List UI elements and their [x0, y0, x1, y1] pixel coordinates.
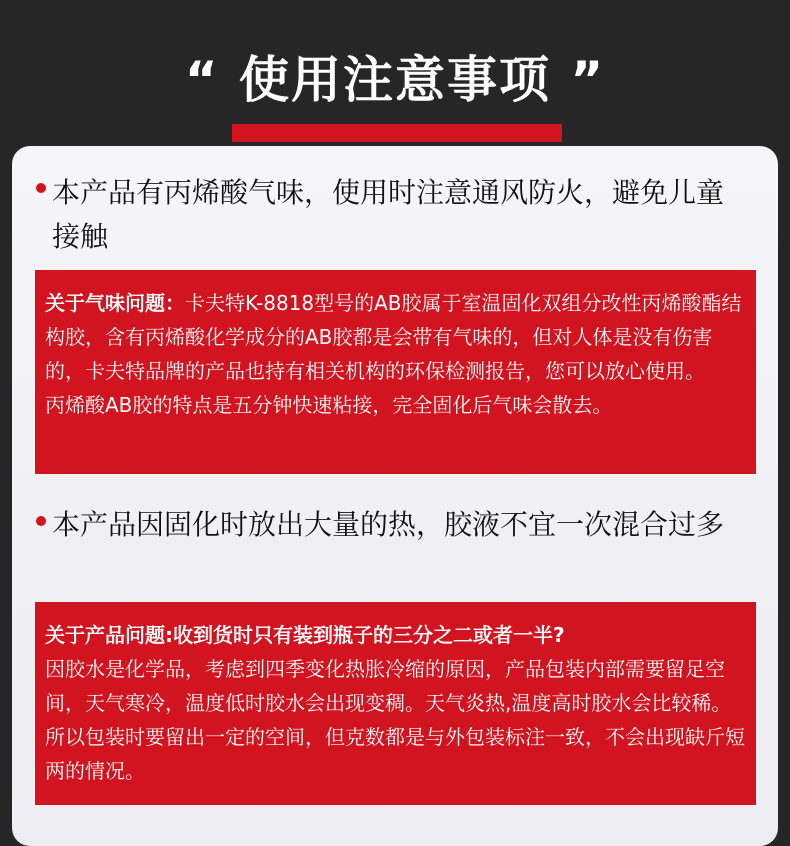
title-underline	[232, 124, 562, 142]
page-title	[179, 40, 612, 120]
bullet-dot	[36, 183, 46, 193]
info-box-2-headline: 关于产品问题:收到货时只有装到瓶子的三分之二或者一半?	[45, 623, 565, 647]
info-box-2	[35, 602, 756, 805]
page-title-wrap	[0, 40, 790, 120]
page-title-text: “ 使用注意事项 ”	[184, 51, 606, 109]
info-box-1-headline: 关于气味问题：	[45, 291, 185, 315]
info-box-1-paragraph-1	[45, 286, 746, 388]
info-box-1-paragraph-2: 丙烯酸AB胶的特点是五分钟快速粘接，完全固化后气味会散去。	[45, 393, 613, 417]
note-1: 本产品有丙烯酸气味，使用时注意通风防火，避免儿童接触	[52, 176, 725, 253]
info-box-1	[35, 270, 756, 474]
bullet-dot	[36, 516, 46, 526]
note-2: 本产品因固化时放出大量的热，胶液不宜一次混合过多	[52, 508, 725, 541]
info-box-2-body: 因胶水是化学品，考虑到四季变化热胀冷缩的原因，产品包装内部需要留足空间，天气寒冷，温度低时胶水会出现变稠。天气炎热,温度高时胶水会比较稀。所以包装时要留出一定的空间，但克数都是与外包装标注一致，不会出现缺斤短两的情况。	[45, 657, 745, 783]
info-box-1-body-1: 卡夫特K-8818型号的AB胶属于室温固化双组分改性丙烯酸酯结构胶，含有丙烯酸化学成分的AB胶都是会带有气味的，但对人体是没有伤害的，卡夫特品牌的产品也持有相关机构的环保检测报告，您可以放心使用。	[45, 291, 742, 383]
